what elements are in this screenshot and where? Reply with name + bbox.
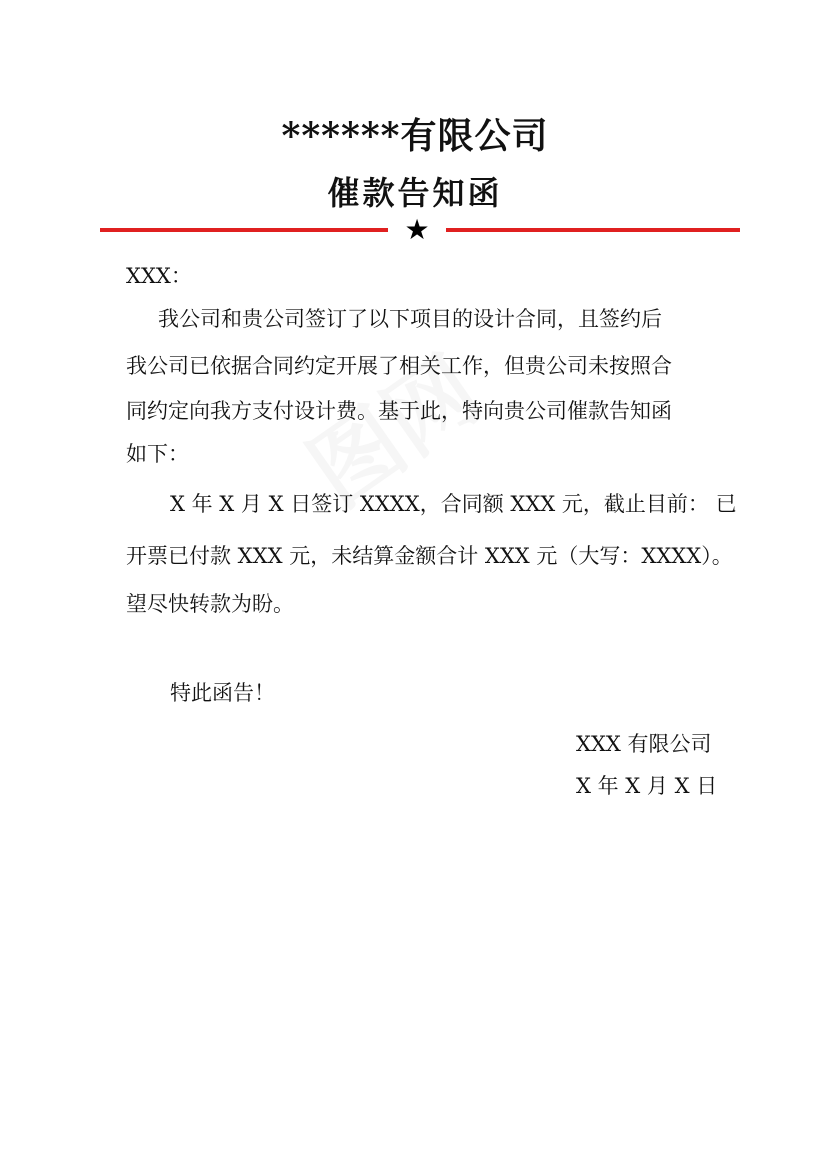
divider-right bbox=[446, 228, 740, 232]
paragraph2-line: 开票已付款 XXX 元，未结算金额合计 XXX 元（大写：XXXX）。 bbox=[126, 544, 733, 568]
paragraph1-line: 我公司已依据合同约定开展了相关工作，但贵公司未按照合 bbox=[126, 354, 672, 378]
document-title: 催款告知函 bbox=[327, 174, 503, 212]
signature-date: X 年 X 月 X 日 bbox=[576, 774, 718, 798]
paragraph2-line: 望尽快转款为盼。 bbox=[126, 592, 294, 616]
paragraph1-line: 同约定向我方支付设计费。基于此，特向贵公司催款告知函 bbox=[126, 399, 672, 423]
paragraph1-line: 我公司和贵公司签订了以下项目的设计合同，且签约后 bbox=[158, 307, 662, 331]
signature-company: XXX 有限公司 bbox=[576, 732, 712, 756]
paragraph2-line: X 年 X 月 X 日签订 XXXX，合同额 XXX 元，截止目前： 已 bbox=[170, 492, 737, 516]
divider-left bbox=[100, 228, 388, 232]
star-icon: ★ bbox=[404, 213, 430, 246]
company-title: ******有限公司 bbox=[281, 115, 549, 157]
salutation: XXX： bbox=[126, 264, 192, 288]
closing-line: 特此函告！ bbox=[170, 681, 275, 705]
paragraph1-line: 如下： bbox=[126, 442, 189, 466]
